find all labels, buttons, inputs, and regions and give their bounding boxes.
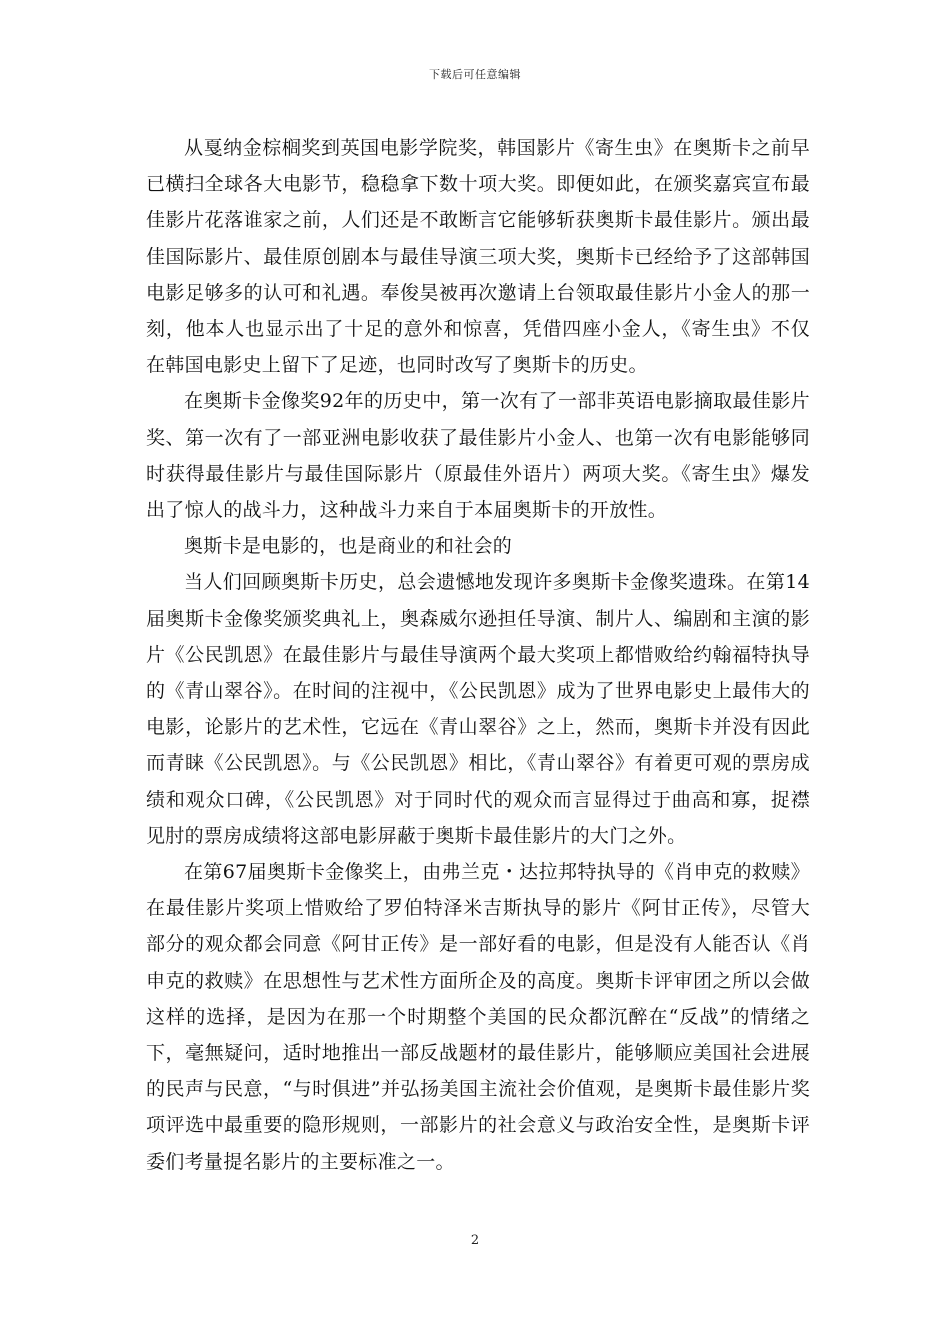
paragraph-3: 奥斯卡是电影的，也是商业的和社会的: [184, 535, 513, 558]
paragraph-2: 在奥斯卡金像奖92年的历史中，第一次有了一部非英语电影摘取最佳影片奖、第一次有了一部亚洲电影收获了最佳影片小金人、也第一次有电影能够同时获得最佳影片与最佳国际影片（原最佳外语片）两项大奖。《寄生虫》爆发出了惊人的战斗力，这种战斗力来自于本届奥斯卡的开放性。: [146, 390, 810, 522]
document-body: [146, 130, 810, 1180]
paragraph-1: 从戛纳金棕榈奖到英国电影学院奖，韩国影片《寄生虫》在奥斯卡之前早已横扫全球各大电影节，稳稳拿下数十项大奖。即便如此，在颁奖嘉宾宣布最佳影片花落谁家之前，人们还是不敢断言它能够斩获奥斯卡最佳影片。颁出最佳国际影片、最佳原创剧本与最佳导演三项大奖，奥斯卡已经给予了这部韩国电影足够多的认可和礼遇。奉俊昊被再次邀请上台领取最佳影片小金人的那一刻，他本人也显示出了十足的意外和惊喜，凭借四座小金人，《寄生虫》不仅在韩国电影史上留下了足迹，也同时改写了奥斯卡的历史。: [146, 137, 810, 377]
paragraph-4: 当人们回顾奥斯卡历史，总会遗憾地发现许多奥斯卡金像奖遗珠。在第14届奥斯卡金像奖颁奖典礼上，奥森威尔逊担任导演、制片人、编剧和主演的影片《公民凯恩》在最佳影片与最佳导演两个最大奖项上都惜败给约翰福特执导的《青山翠谷》。在时间的注视中，《公民凯恩》成为了世界电影史上最伟大的电影，论影片的艺术性，它远在《青山翠谷》之上，然而，奥斯卡并没有因此而青睐《公民凯恩》。与《公民凯恩》相比，《青山翠谷》有着更可观的票房成绩和观众口碑，《公民凯恩》对于同时代的观众而言显得过于曲高和寡，捉襟见肘的票房成绩将这部电影屏蔽于奥斯卡最佳影片的大门之外。: [146, 571, 810, 847]
page-number: 2: [470, 1233, 480, 1248]
page-header: 下载后可任意编辑: [429, 68, 521, 81]
paragraph-5: 在第67届奥斯卡金像奖上，由弗兰克・达拉邦特执导的《肖申克的救赎》在最佳影片奖项上惜败给了罗伯特泽米吉斯执导的影片《阿甘正传》，尽管大部分的观众都会同意《阿甘正传》是一部好看的电影，但是没有人能否认《肖申克的救赎》在思想性与艺术性方面所企及的高度。奥斯卡评审团之所以会做这样的选择，是因为在那一个时期整个美国的民众都沉醉在“反战”的情绪之下，毫無疑问，适时地推出一部反战题材的最佳影片，能够顺应美国社会进展的民声与民意，“与时俱进”并弘扬美国主流社会价值观，是奥斯卡最佳影片奖项评选中最重要的隐形规则，一部影片的社会意义与政治安全性，是奥斯卡评委们考量提名影片的主要标准之一。: [146, 861, 810, 1173]
